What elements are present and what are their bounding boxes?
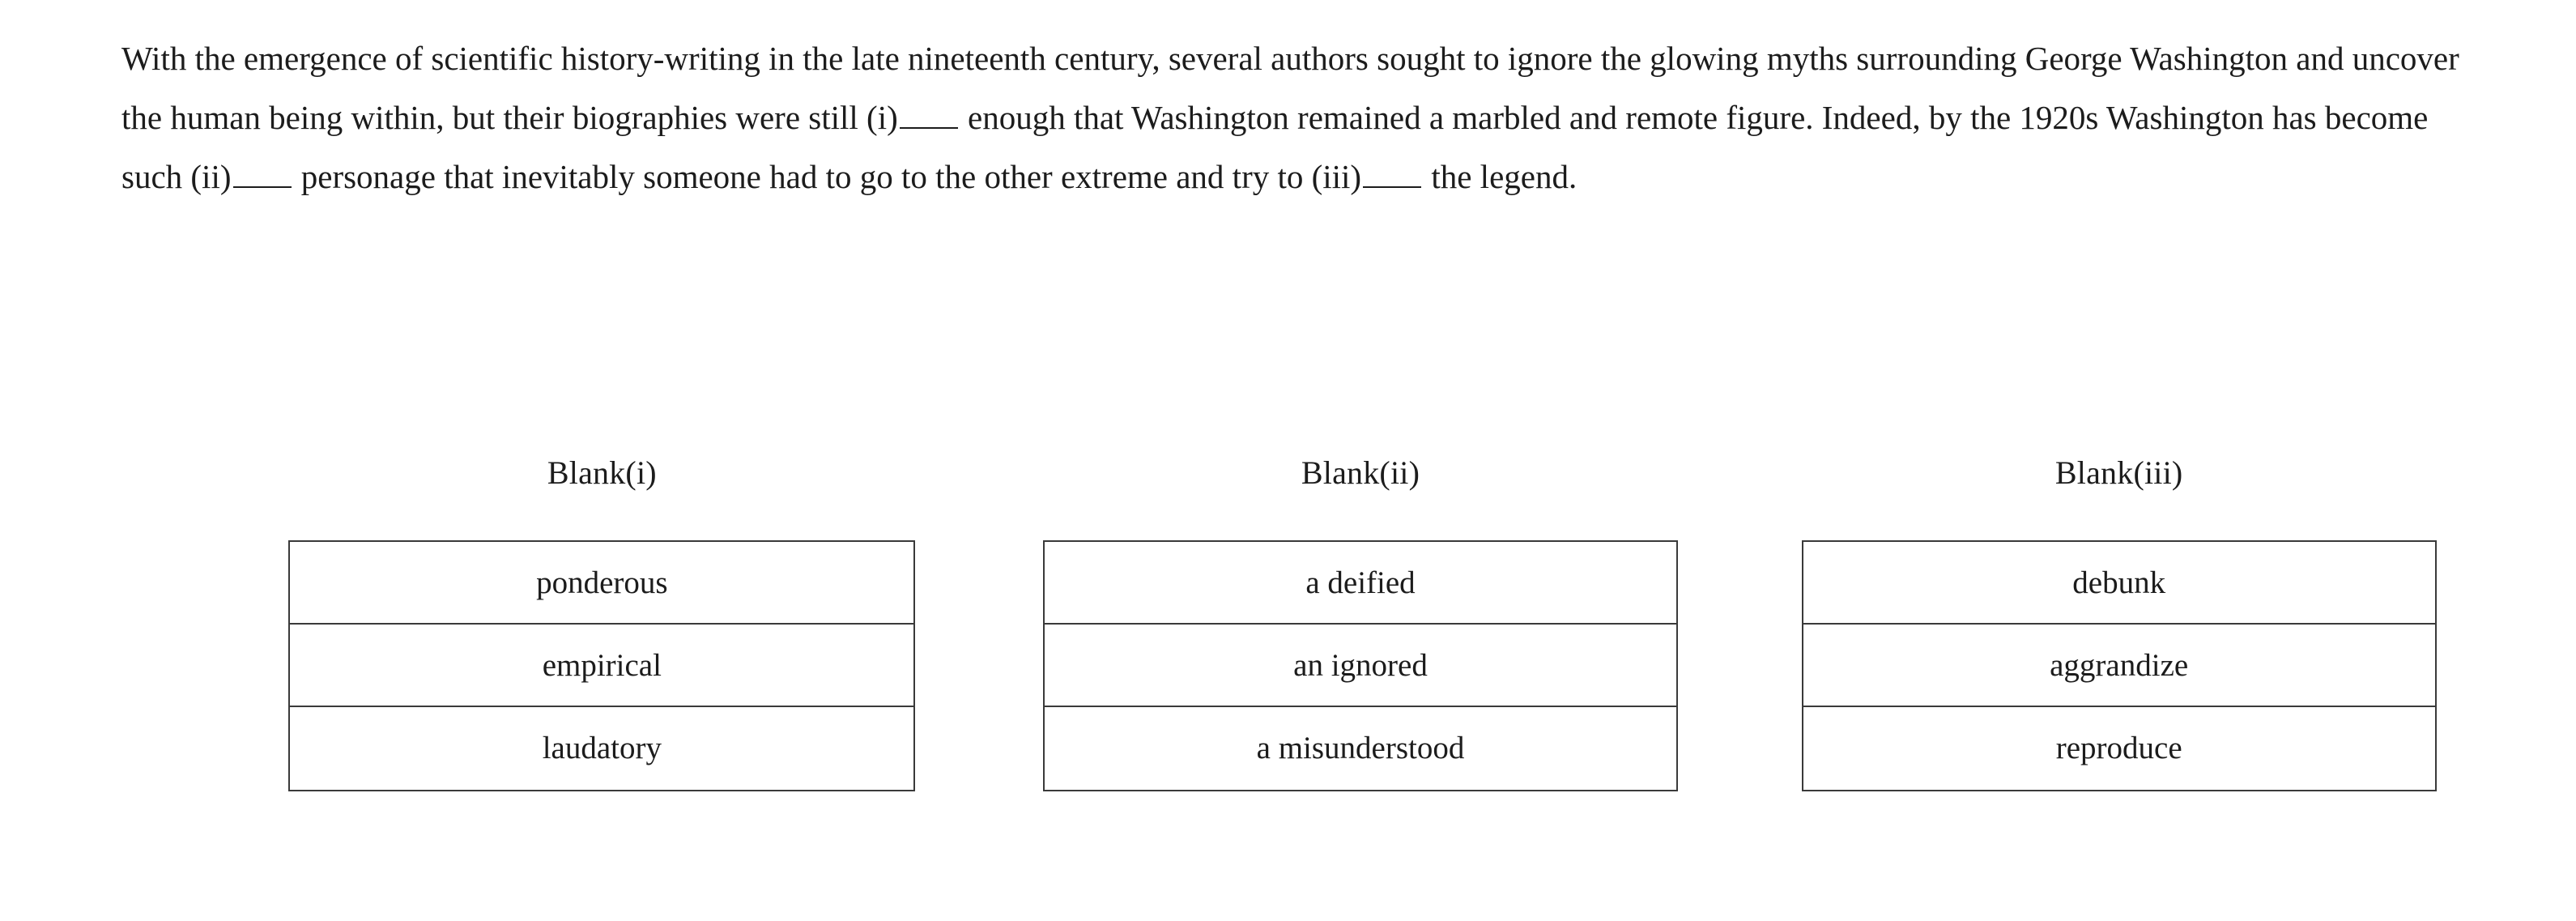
- option-iii-2[interactable]: aggrandize: [1803, 625, 2435, 707]
- option-iii-3[interactable]: reproduce: [1803, 707, 2435, 790]
- option-ii-3[interactable]: a misunderstood: [1045, 707, 1676, 790]
- option-i-2[interactable]: empirical: [290, 625, 913, 707]
- blank-i-option-table: [288, 540, 915, 791]
- passage-segment-4: the legend.: [1423, 157, 1578, 195]
- passage-segment-2: enough that Washington remained a marbled and remote figure. Indeed, by the 1920s Washington has become such (ii): [121, 98, 2429, 195]
- blank-placeholder-iii: [1363, 165, 1421, 188]
- blank-iii-option-table: [1802, 540, 2437, 791]
- blank-column-i: [267, 454, 937, 791]
- blank-column-ii: [1026, 454, 1696, 791]
- option-ii-2[interactable]: an ignored: [1045, 625, 1676, 707]
- answer-choices-area: [121, 454, 2470, 791]
- passage-text: [121, 29, 2470, 207]
- option-iii-1[interactable]: debunk: [1803, 542, 2435, 625]
- option-i-3[interactable]: laudatory: [290, 707, 913, 790]
- option-i-1[interactable]: ponderous: [290, 542, 913, 625]
- blank-i-header: Blank(i): [547, 454, 657, 491]
- blank-column-iii: [1784, 454, 2454, 791]
- blank-placeholder-i: [900, 106, 958, 129]
- passage-segment-3: personage that inevitably someone had to go to the other extreme and try to (iii): [292, 157, 1362, 195]
- blank-placeholder-ii: [233, 165, 292, 188]
- passage-segment-1: With the emergence of scientific history-writing in the late nineteenth century, several authors sought to ignore the glowing myths surrounding George Washington and uncover the human being within, but their biographies were still (i): [121, 40, 2459, 136]
- option-ii-1[interactable]: a deified: [1045, 542, 1676, 625]
- blank-iii-header: Blank(iii): [2054, 454, 2183, 491]
- blank-ii-option-table: [1043, 540, 1678, 791]
- blank-ii-header: Blank(ii): [1301, 454, 1420, 491]
